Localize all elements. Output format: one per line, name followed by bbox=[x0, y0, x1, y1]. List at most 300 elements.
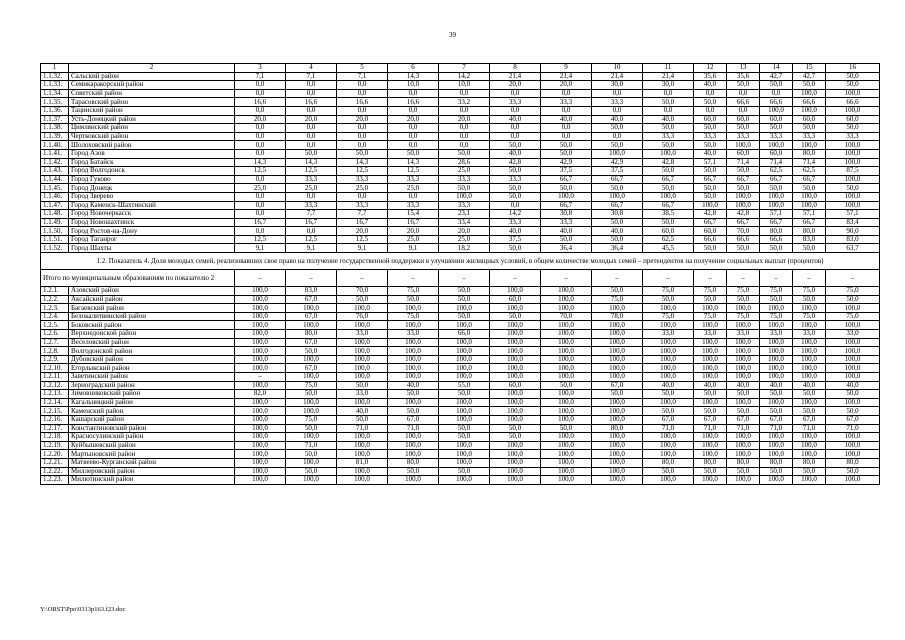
row-code-cell: 1.1.48. bbox=[41, 210, 69, 219]
value-cell: 40,0 bbox=[337, 407, 388, 416]
value-cell: 100,0 bbox=[541, 458, 592, 467]
row-name-cell: Матвеево-Курганский район bbox=[69, 458, 235, 467]
page-number: 39 bbox=[449, 31, 456, 39]
value-cell: 100,0 bbox=[235, 364, 286, 373]
value-cell: 78,0 bbox=[592, 312, 643, 321]
value-cell: 100,0 bbox=[490, 330, 541, 339]
value-cell: 30,8 bbox=[592, 210, 643, 219]
value-cell: 100,0 bbox=[490, 287, 541, 296]
row-code-cell: 1.2.21. bbox=[41, 458, 69, 467]
value-cell: 100,0 bbox=[337, 398, 388, 407]
value-cell: 67,0 bbox=[592, 381, 643, 390]
table-row bbox=[41, 201, 880, 210]
row-code-cell: 1.2.7. bbox=[41, 338, 69, 347]
value-cell: 50,0 bbox=[727, 407, 760, 416]
value-cell: 75,0 bbox=[694, 287, 727, 296]
value-cell: 100,0 bbox=[235, 330, 286, 339]
value-cell: 75,0 bbox=[760, 312, 793, 321]
value-cell: 0,0 bbox=[235, 132, 286, 141]
value-cell: 12,5 bbox=[337, 235, 388, 244]
row-code-cell: 1.2.8. bbox=[41, 347, 69, 356]
value-cell: 50,0 bbox=[727, 167, 760, 176]
value-cell: 67,0 bbox=[286, 364, 337, 373]
value-cell: 100,0 bbox=[490, 415, 541, 424]
value-cell: 67,0 bbox=[388, 415, 439, 424]
value-cell: 75,0 bbox=[793, 312, 826, 321]
row-name-cell: Советский район bbox=[69, 89, 235, 98]
value-cell: 100,0 bbox=[793, 192, 826, 201]
value-cell: 75,0 bbox=[826, 287, 880, 296]
row-code-cell: 1.1.38. bbox=[41, 124, 69, 133]
value-cell: 100,0 bbox=[337, 476, 388, 485]
value-cell: 50,0 bbox=[490, 141, 541, 150]
value-cell: 71,0 bbox=[760, 424, 793, 433]
value-cell: 62,5 bbox=[760, 167, 793, 176]
value-cell: 50,0 bbox=[643, 467, 694, 476]
value-cell: 10,0 bbox=[439, 81, 490, 90]
value-cell: 50,0 bbox=[286, 390, 337, 399]
value-cell: 100,0 bbox=[592, 415, 643, 424]
table-row bbox=[41, 81, 880, 90]
total-label: Итого по муниципальным образованиям по показателю 2 bbox=[41, 270, 235, 287]
value-cell: 100,0 bbox=[592, 347, 643, 356]
row-code-cell: 1.2.11. bbox=[41, 373, 69, 382]
value-cell: 71,4 bbox=[760, 158, 793, 167]
value-cell: 0,0 bbox=[286, 227, 337, 236]
value-cell: 100,0 bbox=[727, 321, 760, 330]
row-name-cell: Егорлыкский район bbox=[69, 364, 235, 373]
value-cell: 60,0 bbox=[694, 115, 727, 124]
value-cell: 100,0 bbox=[388, 364, 439, 373]
row-name-cell: Красносулинский район bbox=[69, 433, 235, 442]
value-cell: 50,0 bbox=[727, 81, 760, 90]
value-cell: – bbox=[286, 270, 337, 287]
value-cell: 100,0 bbox=[490, 398, 541, 407]
value-cell: 25,0 bbox=[388, 235, 439, 244]
value-cell: 100,0 bbox=[337, 450, 388, 459]
value-cell: 100,0 bbox=[592, 398, 643, 407]
value-cell: 75,0 bbox=[727, 312, 760, 321]
value-cell: 71,4 bbox=[727, 158, 760, 167]
value-cell: 100,0 bbox=[541, 321, 592, 330]
column-number-cell: 5 bbox=[337, 64, 388, 73]
row-name-cell: Кагальницкий район bbox=[69, 398, 235, 407]
value-cell: 100,0 bbox=[793, 441, 826, 450]
value-cell: 33,3 bbox=[826, 132, 880, 141]
value-cell: 40,0 bbox=[592, 115, 643, 124]
row-code-cell: 1.1.51. bbox=[41, 235, 69, 244]
value-cell: 50,0 bbox=[337, 381, 388, 390]
column-number-cell: 10 bbox=[592, 64, 643, 73]
value-cell: 0,0 bbox=[388, 141, 439, 150]
row-name-cell: Город Шахты bbox=[69, 244, 235, 253]
value-cell: 50,0 bbox=[439, 149, 490, 158]
value-cell: 100,0 bbox=[793, 433, 826, 442]
value-cell: – bbox=[694, 270, 727, 287]
value-cell: 100,0 bbox=[388, 347, 439, 356]
value-cell: 100,0 bbox=[490, 355, 541, 364]
value-cell: 100,0 bbox=[235, 287, 286, 296]
value-cell: 100,0 bbox=[694, 321, 727, 330]
value-cell: 0,0 bbox=[694, 106, 727, 115]
value-cell: 100,0 bbox=[760, 321, 793, 330]
value-cell: 50,0 bbox=[826, 390, 880, 399]
value-cell: 50,0 bbox=[439, 467, 490, 476]
value-cell: 33,0 bbox=[337, 330, 388, 339]
value-cell: – bbox=[793, 270, 826, 287]
value-cell: 7,1 bbox=[235, 72, 286, 81]
value-cell: 80,0 bbox=[760, 458, 793, 467]
value-cell: 75,0 bbox=[694, 312, 727, 321]
value-cell: 45,5 bbox=[643, 244, 694, 253]
value-cell: 33,3 bbox=[643, 132, 694, 141]
value-cell: 90,0 bbox=[826, 227, 880, 236]
row-name-cell: Белокалитвинский район bbox=[69, 312, 235, 321]
value-cell: 0,0 bbox=[541, 132, 592, 141]
value-cell: 80,0 bbox=[694, 458, 727, 467]
value-cell: 100,0 bbox=[826, 321, 880, 330]
table-row bbox=[41, 89, 880, 98]
value-cell: 100,0 bbox=[235, 338, 286, 347]
value-cell: 100,0 bbox=[541, 390, 592, 399]
value-cell: 33,3 bbox=[388, 175, 439, 184]
value-cell: 62,5 bbox=[793, 167, 826, 176]
value-cell: 0,0 bbox=[388, 89, 439, 98]
row-name-cell: Усть-Донецкий район bbox=[69, 115, 235, 124]
value-cell: 80,0 bbox=[793, 458, 826, 467]
row-name-cell: Кашарский район bbox=[69, 415, 235, 424]
value-cell: 100,0 bbox=[793, 89, 826, 98]
column-number-cell: 16 bbox=[826, 64, 880, 73]
row-code-cell: 1.1.41. bbox=[41, 149, 69, 158]
value-cell: 75,0 bbox=[643, 287, 694, 296]
table-row bbox=[41, 441, 880, 450]
value-cell: 0,0 bbox=[388, 124, 439, 133]
value-cell: 100,0 bbox=[388, 304, 439, 313]
value-cell: 30,0 bbox=[592, 81, 643, 90]
value-cell: 50,0 bbox=[643, 141, 694, 150]
value-cell: 50,0 bbox=[592, 124, 643, 133]
value-cell: 67,0 bbox=[643, 415, 694, 424]
value-cell: 100,0 bbox=[826, 398, 880, 407]
value-cell: 50,0 bbox=[694, 192, 727, 201]
value-cell: 0,0 bbox=[541, 106, 592, 115]
value-cell: 33,3 bbox=[760, 132, 793, 141]
value-cell: 100,0 bbox=[793, 347, 826, 356]
value-cell: 50,0 bbox=[793, 295, 826, 304]
value-cell: 25,0 bbox=[286, 184, 337, 193]
value-cell: 75,0 bbox=[643, 312, 694, 321]
value-cell: 75,0 bbox=[286, 415, 337, 424]
value-cell: 0,0 bbox=[286, 141, 337, 150]
value-cell: 0,0 bbox=[439, 141, 490, 150]
value-cell: 80,0 bbox=[592, 424, 643, 433]
value-cell: 100,0 bbox=[235, 458, 286, 467]
value-cell: 80,0 bbox=[727, 458, 760, 467]
value-cell: 0,0 bbox=[541, 89, 592, 98]
value-cell: 100,0 bbox=[826, 158, 880, 167]
value-cell: 100,0 bbox=[388, 398, 439, 407]
value-cell: 50,0 bbox=[727, 244, 760, 253]
value-cell: 100,0 bbox=[235, 347, 286, 356]
value-cell: 100,0 bbox=[286, 373, 337, 382]
row-name-cell: Тацинский район bbox=[69, 106, 235, 115]
value-cell: 100,0 bbox=[760, 450, 793, 459]
value-cell: 100,0 bbox=[694, 476, 727, 485]
value-cell: 50,0 bbox=[643, 218, 694, 227]
value-cell: 7,7 bbox=[286, 210, 337, 219]
value-cell: 33,3 bbox=[592, 98, 643, 107]
value-cell: 21,4 bbox=[490, 72, 541, 81]
value-cell: 0,0 bbox=[592, 132, 643, 141]
value-cell: 40,0 bbox=[541, 115, 592, 124]
value-cell: 66,7 bbox=[694, 218, 727, 227]
value-cell: 0,0 bbox=[235, 124, 286, 133]
row-code-cell: 1.1.44. bbox=[41, 175, 69, 184]
value-cell: 100,0 bbox=[643, 347, 694, 356]
value-cell: 80,0 bbox=[826, 458, 880, 467]
value-cell: 66,0 bbox=[439, 330, 490, 339]
value-cell: 50,0 bbox=[727, 184, 760, 193]
value-cell: 50,0 bbox=[490, 312, 541, 321]
value-cell: 75,0 bbox=[826, 312, 880, 321]
value-cell: 100,0 bbox=[727, 364, 760, 373]
value-cell: 71,0 bbox=[286, 441, 337, 450]
value-cell: 40,0 bbox=[388, 381, 439, 390]
value-cell: 50,0 bbox=[643, 390, 694, 399]
row-code-cell: 1.1.37. bbox=[41, 115, 69, 124]
value-cell: 50,0 bbox=[643, 407, 694, 416]
table-row bbox=[41, 398, 880, 407]
value-cell: 20,0 bbox=[439, 115, 490, 124]
value-cell: 100,0 bbox=[337, 355, 388, 364]
table-row bbox=[41, 72, 880, 81]
row-name-cell: Город Новошахтинск bbox=[69, 218, 235, 227]
value-cell: 100,0 bbox=[793, 321, 826, 330]
table-row bbox=[41, 304, 880, 313]
value-cell: 100,0 bbox=[337, 467, 388, 476]
value-cell: 100,0 bbox=[541, 347, 592, 356]
value-cell: 100,0 bbox=[826, 433, 880, 442]
row-code-cell: 1.2.10. bbox=[41, 364, 69, 373]
column-number-cell: 1 bbox=[41, 64, 69, 73]
value-cell: 0,0 bbox=[337, 89, 388, 98]
total-row bbox=[41, 270, 880, 287]
value-cell: 42,8 bbox=[727, 210, 760, 219]
value-cell: 100,0 bbox=[490, 304, 541, 313]
table-row bbox=[41, 227, 880, 236]
row-code-cell: 1.2.6. bbox=[41, 330, 69, 339]
row-name-cell: Миллеровский район bbox=[69, 467, 235, 476]
value-cell: 50,0 bbox=[490, 167, 541, 176]
value-cell: 0,0 bbox=[235, 106, 286, 115]
column-number-cell: 3 bbox=[235, 64, 286, 73]
value-cell: 0,0 bbox=[235, 89, 286, 98]
row-code-cell: 1.1.52. bbox=[41, 244, 69, 253]
value-cell: 57,1 bbox=[826, 210, 880, 219]
value-cell: 25,0 bbox=[337, 184, 388, 193]
value-cell: 100,0 bbox=[826, 364, 880, 373]
value-cell: 50,0 bbox=[760, 467, 793, 476]
value-cell: 100,0 bbox=[592, 476, 643, 485]
value-cell: 66,7 bbox=[643, 175, 694, 184]
value-cell: 100,0 bbox=[793, 201, 826, 210]
value-cell: 100,0 bbox=[727, 398, 760, 407]
value-cell: 25,0 bbox=[388, 184, 439, 193]
value-cell: 36,4 bbox=[592, 244, 643, 253]
value-cell: 33,2 bbox=[439, 98, 490, 107]
value-cell: 60,0 bbox=[490, 295, 541, 304]
row-code-cell: 1.2.2. bbox=[41, 295, 69, 304]
value-cell: 66,7 bbox=[793, 175, 826, 184]
value-cell: 100,0 bbox=[760, 398, 793, 407]
row-name-cell: Город Таганрог bbox=[69, 235, 235, 244]
value-cell: 33,0 bbox=[760, 330, 793, 339]
value-cell: 80,0 bbox=[286, 330, 337, 339]
column-number-cell: 15 bbox=[793, 64, 826, 73]
value-cell: 33,3 bbox=[439, 201, 490, 210]
table-row bbox=[41, 287, 880, 296]
value-cell: 20,0 bbox=[337, 227, 388, 236]
row-name-cell: Аксайский район bbox=[69, 295, 235, 304]
value-cell: 42,8 bbox=[694, 210, 727, 219]
value-cell: 100,0 bbox=[760, 201, 793, 210]
value-cell: 60,0 bbox=[643, 227, 694, 236]
row-code-cell: 1.2.23. bbox=[41, 476, 69, 485]
value-cell: 100,0 bbox=[592, 373, 643, 382]
value-cell: 50,0 bbox=[490, 433, 541, 442]
value-cell: 100,0 bbox=[760, 338, 793, 347]
value-cell: 100,0 bbox=[592, 364, 643, 373]
value-cell: 42,9 bbox=[541, 158, 592, 167]
value-cell: 0,0 bbox=[235, 227, 286, 236]
value-cell: 100,0 bbox=[439, 398, 490, 407]
row-name-cell: Дубовский район bbox=[69, 355, 235, 364]
value-cell: 81,0 bbox=[337, 458, 388, 467]
value-cell: 50,0 bbox=[439, 184, 490, 193]
row-name-cell: Багаевский район bbox=[69, 304, 235, 313]
value-cell: 16,6 bbox=[235, 98, 286, 107]
value-cell: 33,3 bbox=[337, 175, 388, 184]
value-cell: 100,0 bbox=[439, 441, 490, 450]
value-cell: 100,0 bbox=[439, 321, 490, 330]
table-row bbox=[41, 381, 880, 390]
value-cell: 42,9 bbox=[592, 158, 643, 167]
value-cell: 100,0 bbox=[826, 355, 880, 364]
value-cell: 100,0 bbox=[439, 347, 490, 356]
value-cell: – bbox=[541, 270, 592, 287]
row-name-cell: Город Новочеркасск bbox=[69, 210, 235, 219]
value-cell: 50,0 bbox=[760, 81, 793, 90]
table-row bbox=[41, 338, 880, 347]
value-cell: 50,0 bbox=[388, 407, 439, 416]
value-cell: 16,6 bbox=[388, 98, 439, 107]
row-code-cell: 1.1.40. bbox=[41, 141, 69, 150]
table-row bbox=[41, 218, 880, 227]
value-cell: 50,0 bbox=[286, 450, 337, 459]
value-cell: 50,0 bbox=[694, 98, 727, 107]
value-cell: 60,0 bbox=[760, 115, 793, 124]
value-cell: 100,0 bbox=[760, 141, 793, 150]
value-cell: 100,0 bbox=[490, 450, 541, 459]
value-cell: 100,0 bbox=[541, 467, 592, 476]
value-cell: 50,0 bbox=[694, 244, 727, 253]
value-cell: 33,0 bbox=[727, 330, 760, 339]
value-cell: 100,0 bbox=[541, 476, 592, 485]
value-cell: 100,0 bbox=[760, 476, 793, 485]
value-cell: 50,0 bbox=[490, 184, 541, 193]
value-cell: 33,3 bbox=[490, 218, 541, 227]
table-row bbox=[41, 141, 880, 150]
value-cell: 0,0 bbox=[694, 89, 727, 98]
value-cell: 50,0 bbox=[286, 424, 337, 433]
value-cell: 100,0 bbox=[694, 201, 727, 210]
value-cell: 20,0 bbox=[490, 81, 541, 90]
value-cell: 40,0 bbox=[643, 381, 694, 390]
row-code-cell: 1.1.39. bbox=[41, 132, 69, 141]
value-cell: 100,0 bbox=[439, 355, 490, 364]
row-code-cell: 1.2.15. bbox=[41, 407, 69, 416]
row-code-cell: 1.2.22. bbox=[41, 467, 69, 476]
value-cell: – bbox=[490, 270, 541, 287]
value-cell: 100,0 bbox=[235, 441, 286, 450]
value-cell: 33,0 bbox=[793, 330, 826, 339]
value-cell: 33,3 bbox=[388, 201, 439, 210]
value-cell: 100,0 bbox=[760, 347, 793, 356]
value-cell: 0,0 bbox=[388, 132, 439, 141]
value-cell: 0,0 bbox=[439, 132, 490, 141]
row-code-cell: 1.1.50. bbox=[41, 227, 69, 236]
value-cell: 0,0 bbox=[337, 81, 388, 90]
value-cell: 70,0 bbox=[337, 287, 388, 296]
table-row bbox=[41, 295, 880, 304]
value-cell: 16,7 bbox=[235, 218, 286, 227]
value-cell: 100,0 bbox=[793, 364, 826, 373]
value-cell: 100,0 bbox=[337, 321, 388, 330]
value-cell: 66,7 bbox=[541, 175, 592, 184]
row-name-cell: Город Батайск bbox=[69, 158, 235, 167]
value-cell: 83,4 bbox=[826, 218, 880, 227]
value-cell: – bbox=[760, 270, 793, 287]
value-cell: 100,0 bbox=[694, 338, 727, 347]
value-cell: 80,0 bbox=[793, 227, 826, 236]
value-cell: 50,0 bbox=[337, 149, 388, 158]
column-number-cell: 6 bbox=[388, 64, 439, 73]
value-cell: 20,0 bbox=[235, 115, 286, 124]
value-cell: 100,0 bbox=[592, 407, 643, 416]
value-cell: 80,0 bbox=[643, 458, 694, 467]
value-cell: 50,0 bbox=[643, 295, 694, 304]
value-cell: 66,7 bbox=[643, 201, 694, 210]
value-cell: 50,0 bbox=[643, 98, 694, 107]
row-code-cell: 1.1.34. bbox=[41, 89, 69, 98]
value-cell: 50,0 bbox=[727, 467, 760, 476]
value-cell: 75,0 bbox=[793, 287, 826, 296]
row-name-cell: Зерноградский район bbox=[69, 381, 235, 390]
value-cell: 14,3 bbox=[388, 158, 439, 167]
value-cell: 0,0 bbox=[760, 89, 793, 98]
value-cell: 100,0 bbox=[541, 373, 592, 382]
value-cell: 100,0 bbox=[727, 304, 760, 313]
value-cell: 66,7 bbox=[541, 201, 592, 210]
value-cell: 100,0 bbox=[235, 415, 286, 424]
value-cell: 20,0 bbox=[439, 227, 490, 236]
table-row bbox=[41, 167, 880, 176]
table-row bbox=[41, 312, 880, 321]
value-cell: 100,0 bbox=[727, 450, 760, 459]
value-cell: 100,0 bbox=[286, 355, 337, 364]
row-name-cell: Верхнедонской район bbox=[69, 330, 235, 339]
